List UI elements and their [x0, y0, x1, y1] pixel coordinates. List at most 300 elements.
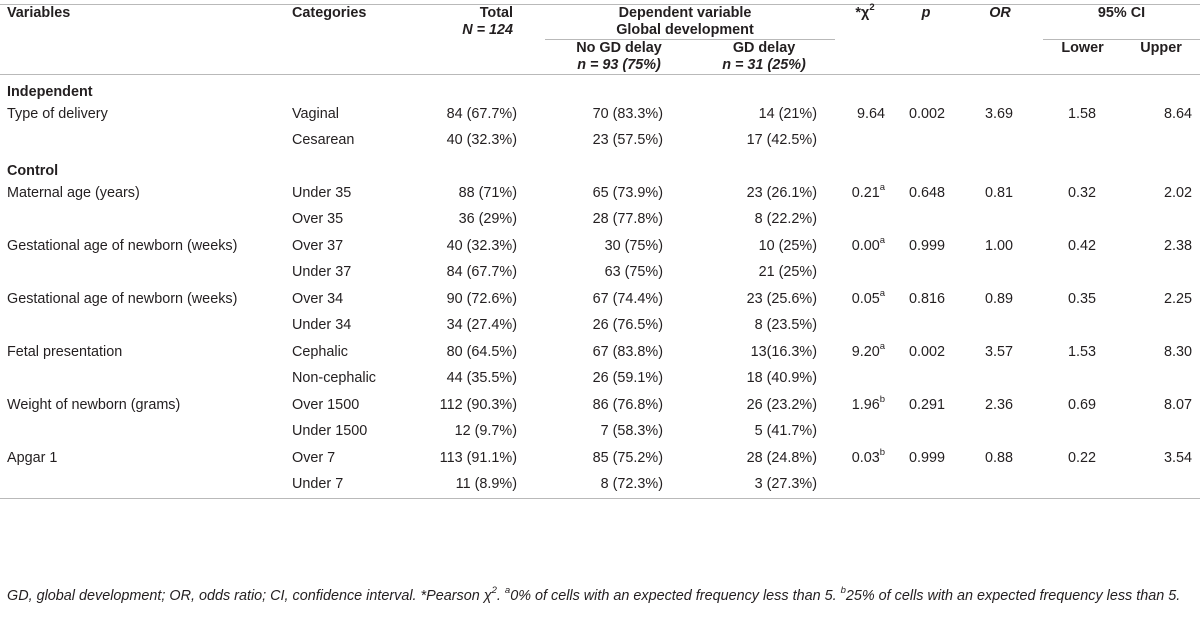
cell-chi-footnote-marker: a [879, 340, 886, 352]
footnote-sup-chi: 2 [491, 585, 497, 597]
header-sub-empty-7 [895, 40, 957, 75]
cell-total [405, 472, 545, 499]
cell-no-delay-text: 26 (59.1%) [592, 370, 663, 387]
cell-delay-text: 26 (23.2%) [746, 396, 818, 413]
cell-lower [1043, 313, 1122, 340]
cell-chi-text: 0.05 [851, 290, 880, 307]
cell-or-text: 3.57 [985, 343, 1014, 360]
cell-total-text: 36 (29%) [458, 211, 517, 228]
cell-upper-text: 8.30 [1164, 343, 1193, 360]
cell-p [895, 180, 957, 207]
cell-no-delay [545, 233, 693, 260]
cell-no-delay [545, 128, 693, 155]
cell-no-delay [545, 180, 693, 207]
header-total-line1: Total [479, 5, 513, 21]
cell-or [957, 419, 1043, 446]
cell-chi-text: 1.96 [851, 396, 880, 413]
cell-p [895, 392, 957, 419]
cell-or-text: 0.81 [985, 184, 1014, 201]
header-sub-empty-3 [405, 40, 545, 75]
cell-variable [0, 419, 285, 446]
cell-delay-text: 8 (22.2%) [754, 211, 818, 228]
cell-delay-text: 13(16.3%) [750, 343, 818, 360]
table-row [0, 128, 1200, 155]
cell-total [405, 419, 545, 446]
cell-no-delay [545, 286, 693, 313]
cell-total [405, 313, 545, 340]
cell-chi [835, 101, 895, 128]
cell-lower-text: 0.22 [1068, 449, 1097, 466]
cell-no-delay [545, 207, 693, 234]
cell-lower [1043, 419, 1122, 446]
cell-no-delay-text: 65 (73.9%) [592, 184, 663, 201]
cell-category [285, 180, 405, 207]
cell-variable [0, 207, 285, 234]
cell-lower [1043, 286, 1122, 313]
cell-total-text: 12 (9.7%) [454, 423, 517, 440]
cell-delay-text: 3 (27.3%) [754, 476, 818, 493]
cell-upper [1122, 128, 1200, 155]
table-row [0, 392, 1200, 419]
cell-no-delay [545, 313, 693, 340]
cell-category [285, 313, 405, 340]
cell-category [285, 472, 405, 499]
cell-upper-text: 3.54 [1164, 449, 1193, 466]
cell-chi [835, 313, 895, 340]
cell-chi [835, 339, 895, 366]
cell-p [895, 339, 957, 366]
table-row [0, 445, 1200, 472]
cell-total-text: 90 (72.6%) [446, 290, 517, 307]
cell-upper-text: 2.02 [1164, 184, 1193, 201]
cell-category-text: Under 34 [292, 317, 352, 334]
cell-delay [693, 286, 835, 313]
cell-total [405, 286, 545, 313]
cell-p [895, 233, 957, 260]
cell-chi [835, 286, 895, 313]
footnote-sup-a: a [504, 585, 511, 597]
header-lower: Lower [1061, 40, 1104, 56]
header-p: p [921, 5, 931, 21]
cell-p [895, 313, 957, 340]
cell-lower [1043, 207, 1122, 234]
cell-category-text: Over 35 [292, 211, 344, 228]
header-delay [693, 40, 835, 75]
cell-upper-text: 2.38 [1164, 237, 1193, 254]
cell-or [957, 339, 1043, 366]
cell-or [957, 313, 1043, 340]
cell-or-text: 0.89 [985, 290, 1014, 307]
header-chi-sup: 2 [869, 2, 875, 14]
cell-no-delay-text: 67 (83.8%) [592, 343, 663, 360]
cell-category [285, 286, 405, 313]
table-row [0, 286, 1200, 313]
cell-delay-text: 17 (42.5%) [746, 132, 818, 149]
cell-upper [1122, 101, 1200, 128]
table-row [0, 207, 1200, 234]
cell-upper [1122, 445, 1200, 472]
cell-total-text: 84 (67.7%) [446, 105, 517, 122]
cell-or [957, 286, 1043, 313]
cell-no-delay [545, 445, 693, 472]
cell-variable [0, 101, 285, 128]
cell-delay [693, 445, 835, 472]
cell-p [895, 260, 957, 287]
table-row [0, 366, 1200, 393]
cell-total-text: 40 (32.3%) [446, 237, 517, 254]
cell-or-text: 1.00 [985, 237, 1014, 254]
cell-p [895, 101, 957, 128]
cell-total [405, 445, 545, 472]
cell-total-text: 44 (35.5%) [446, 370, 517, 387]
cell-category-text: Under 35 [292, 184, 352, 201]
cell-no-delay [545, 392, 693, 419]
cell-category-text: Over 7 [292, 449, 336, 466]
cell-no-delay-text: 70 (83.3%) [592, 105, 663, 122]
cell-or-text: 3.69 [985, 105, 1014, 122]
cell-no-delay [545, 419, 693, 446]
cell-variable [0, 128, 285, 155]
cell-or [957, 180, 1043, 207]
header-sub-empty-2 [285, 40, 405, 75]
cell-category [285, 419, 405, 446]
header-total-line2: N = 124 [462, 22, 513, 38]
cell-upper [1122, 419, 1200, 446]
cell-variable-text: Maternal age (years) [7, 184, 140, 201]
cell-chi [835, 472, 895, 499]
cell-delay-text: 8 (23.5%) [754, 317, 818, 334]
cell-p-text: 0.002 [909, 105, 946, 122]
table-body [0, 75, 1200, 499]
cell-p-text: 0.002 [909, 343, 946, 360]
cell-total-text: 112 (90.3%) [439, 396, 517, 413]
cell-category-text: Under 7 [292, 476, 344, 493]
cell-category [285, 260, 405, 287]
header-no-delay-line1: No GD delay [576, 40, 662, 56]
cell-total [405, 128, 545, 155]
cell-chi [835, 392, 895, 419]
cell-category-text: Cephalic [292, 343, 348, 360]
cell-lower [1043, 339, 1122, 366]
cell-total [405, 180, 545, 207]
header-delay-line1: GD delay [732, 40, 796, 56]
header-chi-square [835, 2, 895, 40]
cell-variable [0, 260, 285, 287]
cell-upper [1122, 313, 1200, 340]
footnote-sup-b: b [840, 585, 846, 597]
cell-or [957, 233, 1043, 260]
header-dependent-variable [545, 5, 835, 40]
cell-category [285, 445, 405, 472]
section-label-independent: Independent [7, 84, 93, 100]
cell-chi-text: 0.21 [851, 184, 880, 201]
cell-delay [693, 260, 835, 287]
header-ci-label: 95% CI [1097, 5, 1146, 21]
cell-upper-text: 8.07 [1164, 396, 1193, 413]
cell-total [405, 392, 545, 419]
cell-variable-text: Weight of newborn (grams) [7, 396, 181, 413]
cell-no-delay-text: 23 (57.5%) [592, 132, 663, 149]
cell-delay [693, 392, 835, 419]
cell-no-delay [545, 366, 693, 393]
cell-delay-text: 18 (40.9%) [746, 370, 818, 387]
cell-lower [1043, 128, 1122, 155]
cell-variable [0, 286, 285, 313]
cell-variable [0, 472, 285, 499]
cell-chi-footnote-marker: b [879, 393, 886, 405]
cell-no-delay [545, 260, 693, 287]
cell-chi [835, 207, 895, 234]
cell-variable [0, 445, 285, 472]
cell-variable [0, 233, 285, 260]
cell-upper [1122, 260, 1200, 287]
cell-category [285, 366, 405, 393]
cell-lower [1043, 366, 1122, 393]
cell-no-delay-text: 67 (74.4%) [592, 290, 663, 307]
cell-p [895, 366, 957, 393]
cell-no-delay-text: 63 (75%) [604, 264, 663, 281]
cell-chi [835, 419, 895, 446]
cell-lower [1043, 233, 1122, 260]
cell-category-text: Under 1500 [292, 423, 368, 440]
cell-upper [1122, 392, 1200, 419]
cell-delay [693, 180, 835, 207]
cell-or [957, 392, 1043, 419]
cell-variable [0, 180, 285, 207]
cell-or [957, 207, 1043, 234]
cell-variable-text: Type of delivery [7, 105, 108, 122]
cell-category-text: Cesarean [292, 132, 355, 149]
cell-no-delay-text: 86 (76.8%) [592, 396, 663, 413]
cell-total-text: 88 (71%) [458, 184, 517, 201]
header-no-delay [545, 40, 693, 75]
cell-delay-text: 5 (41.7%) [754, 423, 818, 440]
cell-category [285, 101, 405, 128]
cell-delay-text: 28 (24.8%) [746, 449, 818, 466]
cell-p-text: 0.999 [909, 449, 946, 466]
cell-p [895, 128, 957, 155]
cell-p-text: 0.816 [909, 290, 946, 307]
cell-total-text: 40 (32.3%) [446, 132, 517, 149]
cell-chi-footnote-marker: a [879, 287, 886, 299]
cell-lower-text: 0.69 [1068, 396, 1097, 413]
cell-total-text: 11 (8.9%) [455, 476, 517, 493]
cell-lower-text: 0.42 [1068, 237, 1097, 254]
cell-category [285, 207, 405, 234]
cell-category-text: Non-cephalic [292, 370, 376, 387]
cell-chi [835, 233, 895, 260]
cell-upper [1122, 207, 1200, 234]
cell-variable [0, 339, 285, 366]
cell-no-delay-text: 26 (76.5%) [592, 317, 663, 334]
footnote-text-2: . [496, 588, 505, 604]
cell-p [895, 286, 957, 313]
cell-delay-text: 14 (21%) [758, 105, 818, 122]
header-no-delay-line2: n = 93 (75%) [577, 57, 661, 73]
cell-upper-text: 2.25 [1164, 290, 1193, 307]
cell-total [405, 339, 545, 366]
cell-category [285, 339, 405, 366]
cell-delay [693, 207, 835, 234]
cell-chi-text: 0.03 [851, 449, 880, 466]
cell-category [285, 233, 405, 260]
cell-variable-text: Gestational age of newborn (weeks) [7, 290, 238, 307]
cell-delay [693, 101, 835, 128]
cell-delay-text: 10 (25%) [758, 237, 818, 254]
cell-upper [1122, 233, 1200, 260]
header-sub-empty-8 [957, 40, 1043, 75]
results-table [0, 4, 1200, 499]
cell-category-text: Vaginal [292, 105, 339, 122]
header-or: OR [989, 5, 1011, 21]
header-total [405, 5, 545, 40]
header-row-top [0, 5, 1200, 40]
cell-total [405, 233, 545, 260]
cell-or [957, 128, 1043, 155]
cell-or [957, 260, 1043, 287]
cell-delay [693, 419, 835, 446]
cell-p [895, 207, 957, 234]
cell-variable [0, 313, 285, 340]
cell-p [895, 445, 957, 472]
cell-total [405, 366, 545, 393]
cell-total [405, 260, 545, 287]
table-row [0, 260, 1200, 287]
cell-p-text: 0.999 [909, 237, 946, 254]
cell-chi [835, 128, 895, 155]
header-sub-empty-1 [0, 40, 285, 75]
cell-upper [1122, 472, 1200, 499]
cell-variable-text: Fetal presentation [7, 343, 123, 360]
header-dv-line1: Dependent variable [618, 5, 752, 21]
cell-delay [693, 472, 835, 499]
cell-p [895, 472, 957, 499]
cell-chi-text: 0.00 [851, 237, 880, 254]
cell-lower [1043, 180, 1122, 207]
cell-total [405, 101, 545, 128]
cell-or [957, 472, 1043, 499]
cell-delay-text: 23 (25.6%) [746, 290, 818, 307]
cell-lower-text: 1.53 [1068, 343, 1097, 360]
cell-p-text: 0.648 [909, 184, 946, 201]
cell-chi [835, 366, 895, 393]
cell-category [285, 392, 405, 419]
cell-chi [835, 180, 895, 207]
cell-no-delay [545, 472, 693, 499]
table-row [0, 339, 1200, 366]
header-chi-text: *χ [855, 5, 870, 21]
cell-upper-text: 8.64 [1164, 105, 1193, 122]
cell-chi-footnote-marker: a [879, 181, 886, 193]
cell-p-text: 0.291 [909, 396, 946, 413]
footnote-text-3: 0% of cells with an expected frequency less than 5. [510, 588, 841, 604]
cell-delay [693, 313, 835, 340]
section-row-control [0, 154, 1200, 180]
table-row [0, 313, 1200, 340]
cell-no-delay-text: 30 (75%) [604, 237, 663, 254]
footnote-text-4: 25% of cells with an expected frequency less than 5. [845, 588, 1181, 604]
cell-chi-footnote-marker: a [879, 234, 886, 246]
cell-no-delay-text: 85 (75.2%) [592, 449, 663, 466]
cell-or [957, 101, 1043, 128]
cell-lower [1043, 392, 1122, 419]
cell-upper [1122, 286, 1200, 313]
header-variables: Variables [7, 5, 71, 21]
cell-chi-text: 9.64 [857, 105, 886, 122]
cell-no-delay-text: 28 (77.8%) [592, 211, 663, 228]
cell-total [405, 207, 545, 234]
cell-delay [693, 128, 835, 155]
cell-total-text: 34 (27.4%) [446, 317, 517, 334]
cell-no-delay-text: 8 (72.3%) [600, 476, 663, 493]
header-dv-line2: Global development [616, 22, 754, 38]
cell-category-text: Over 37 [292, 237, 344, 254]
cell-chi [835, 260, 895, 287]
cell-or-text: 0.88 [985, 449, 1014, 466]
footnote-text-1: GD, global development; OR, odds ratio; CI, confidence interval. *Pearson χ [7, 588, 492, 604]
cell-delay-text: 23 (26.1%) [746, 184, 818, 201]
cell-delay [693, 366, 835, 393]
section-row-independent [0, 75, 1200, 102]
cell-p [895, 419, 957, 446]
header-delay-line2: n = 31 (25%) [722, 57, 806, 73]
cell-variable [0, 366, 285, 393]
cell-lower [1043, 101, 1122, 128]
table-row [0, 233, 1200, 260]
cell-total-text: 84 (67.7%) [446, 264, 517, 281]
cell-delay-text: 21 (25%) [758, 264, 818, 281]
cell-lower-text: 0.32 [1068, 184, 1097, 201]
cell-or [957, 366, 1043, 393]
table-row [0, 472, 1200, 499]
cell-category-text: Over 34 [292, 290, 344, 307]
cell-chi-text: 9.20 [851, 343, 880, 360]
cell-lower-text: 0.35 [1068, 290, 1097, 307]
cell-category-text: Over 1500 [292, 396, 360, 413]
cell-or-text: 2.36 [985, 396, 1014, 413]
cell-variable-text: Apgar 1 [7, 449, 58, 466]
cell-chi [835, 445, 895, 472]
cell-category [285, 128, 405, 155]
cell-category-text: Under 37 [292, 264, 352, 281]
section-label-control: Control [7, 163, 59, 179]
table-row [0, 419, 1200, 446]
cell-no-delay [545, 339, 693, 366]
cell-variable-text: Gestational age of newborn (weeks) [7, 237, 238, 254]
cell-lower [1043, 472, 1122, 499]
table-footnote [7, 586, 1195, 607]
cell-lower-text: 1.58 [1068, 105, 1097, 122]
cell-or [957, 445, 1043, 472]
cell-total-text: 80 (64.5%) [446, 343, 517, 360]
cell-upper [1122, 339, 1200, 366]
cell-total-text: 113 (91.1%) [439, 449, 517, 466]
cell-variable [0, 392, 285, 419]
cell-delay [693, 233, 835, 260]
cell-upper [1122, 366, 1200, 393]
cell-delay [693, 339, 835, 366]
cell-upper [1122, 180, 1200, 207]
table-row [0, 101, 1200, 128]
header-upper: Upper [1140, 40, 1182, 56]
table-row [0, 180, 1200, 207]
header-ci [1043, 5, 1200, 40]
cell-lower [1043, 445, 1122, 472]
cell-no-delay [545, 101, 693, 128]
header-categories: Categories [292, 5, 367, 21]
cell-lower [1043, 260, 1122, 287]
cell-no-delay-text: 7 (58.3%) [600, 423, 663, 440]
